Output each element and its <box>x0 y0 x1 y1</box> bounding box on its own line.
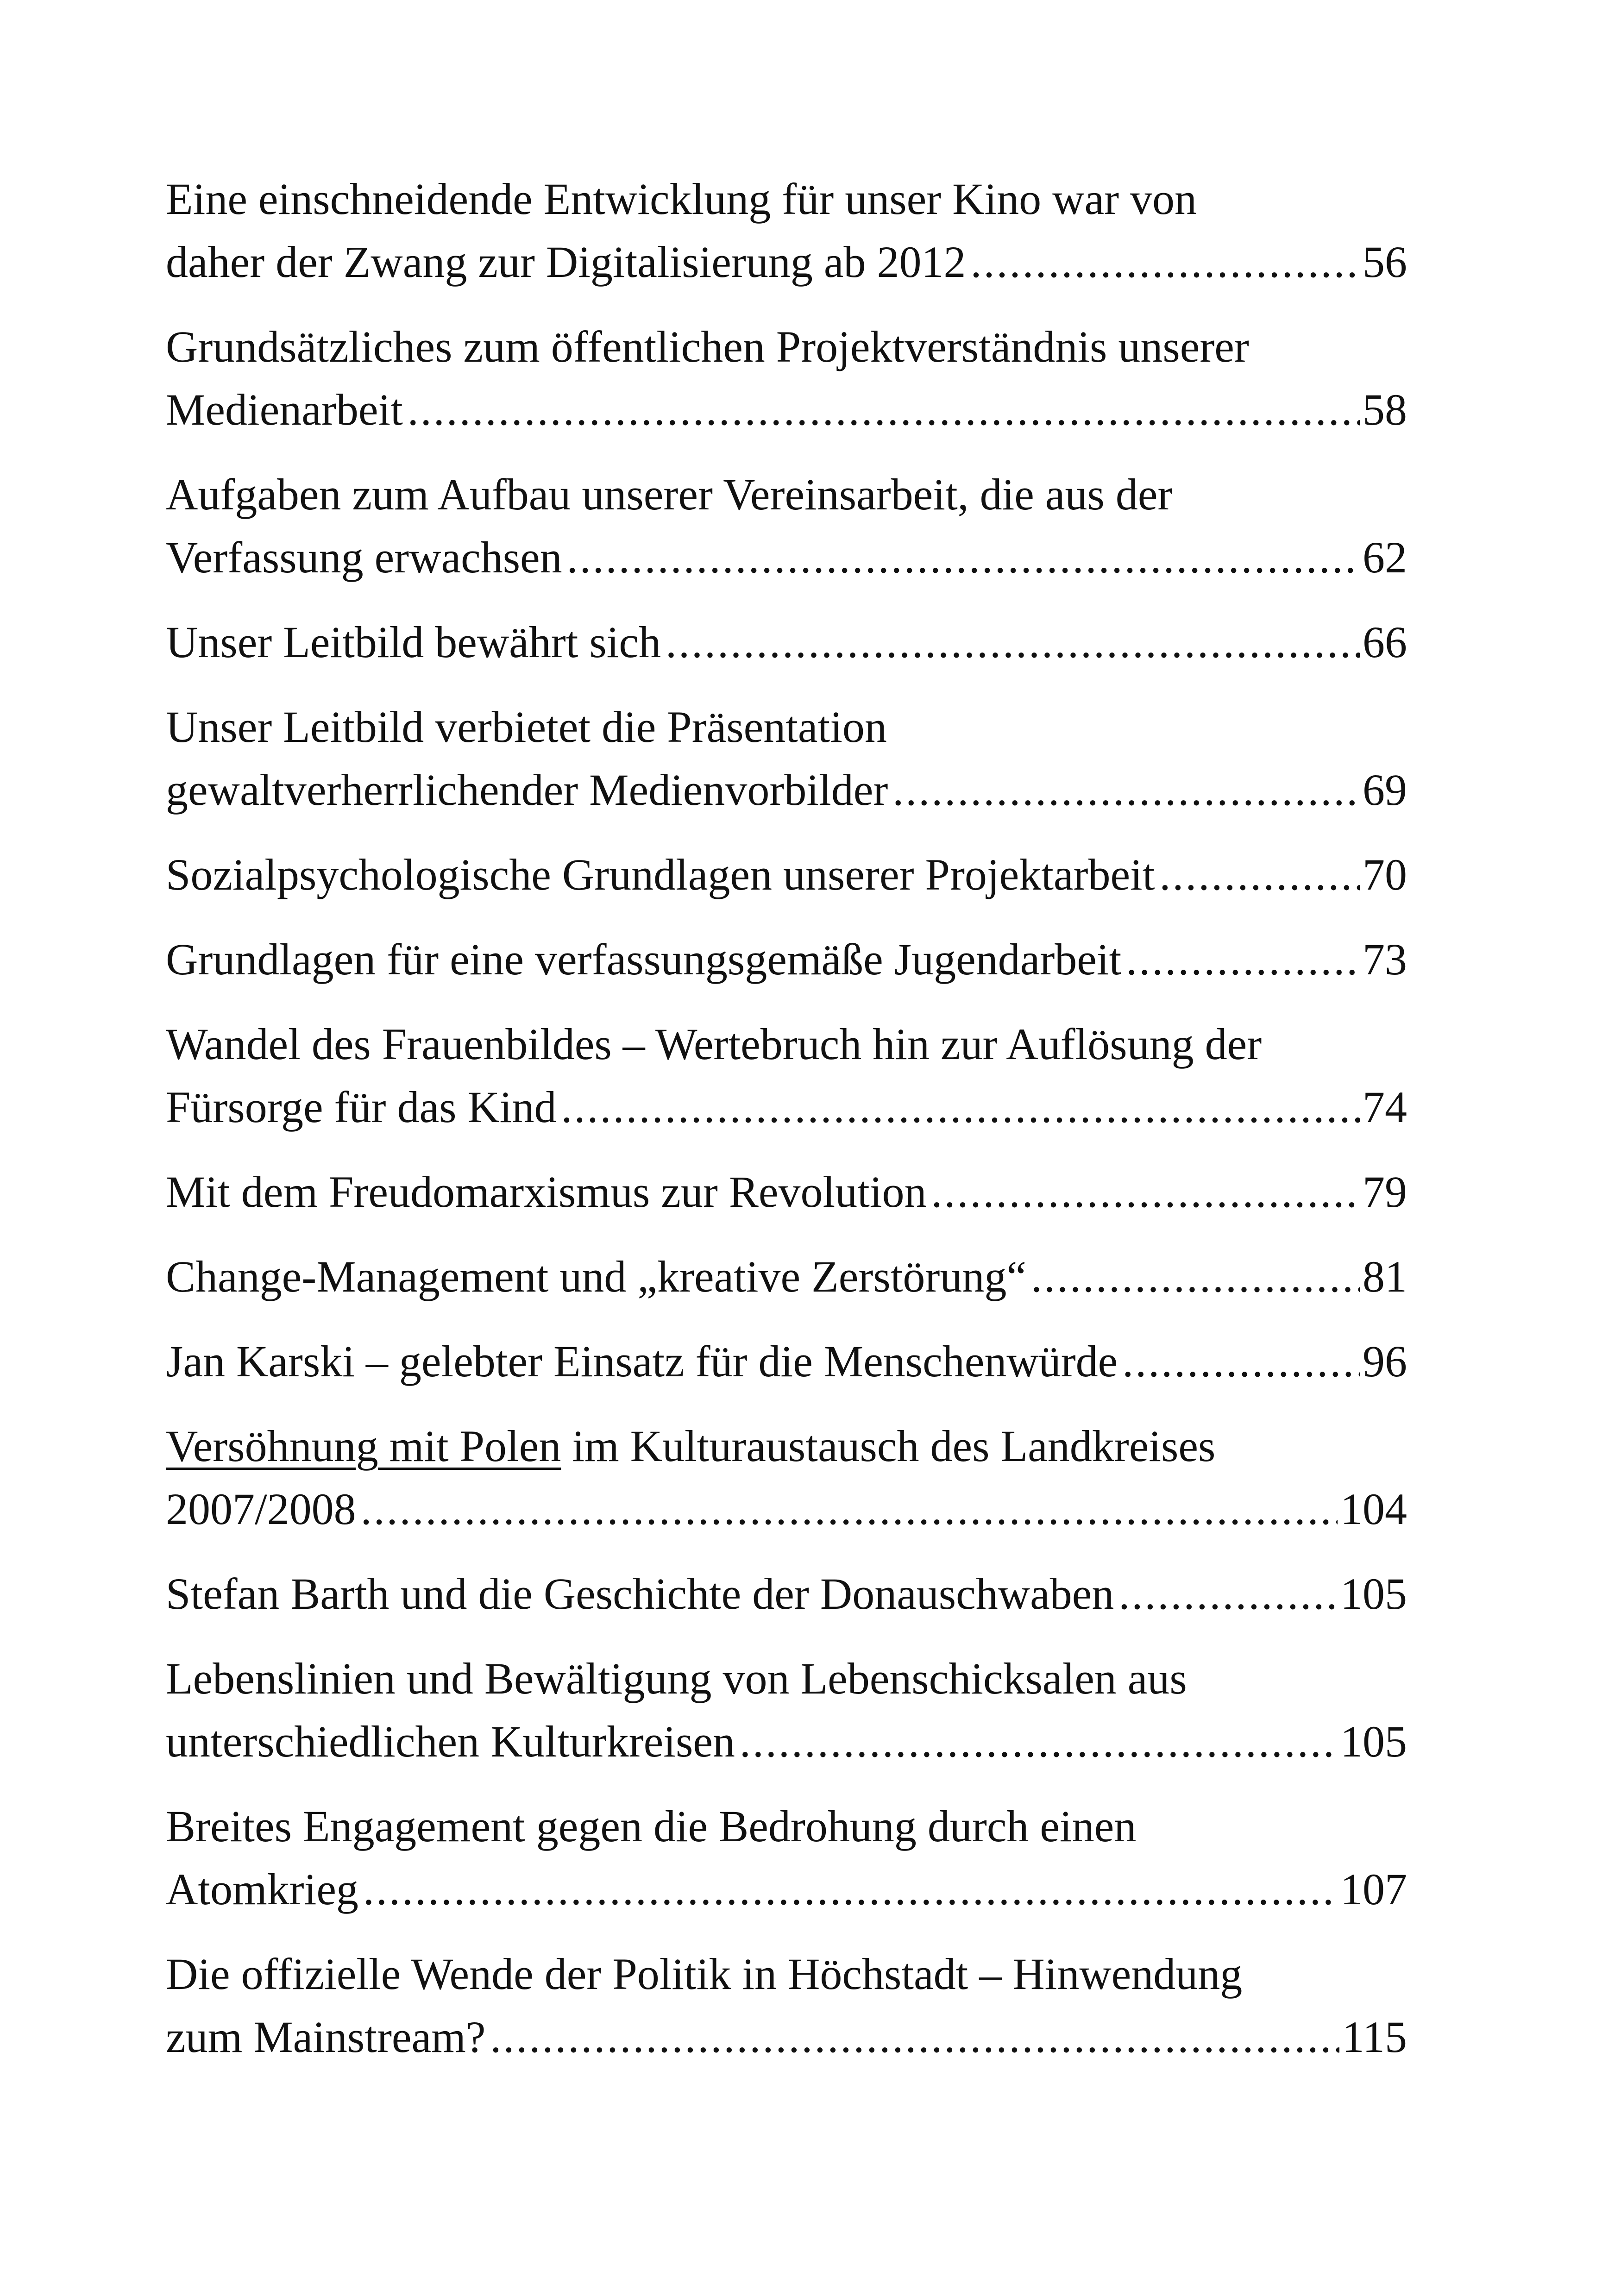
page-number: 96 <box>1363 1336 1407 1386</box>
toc-entry-last-line <box>166 1245 1407 1308</box>
dot-leader <box>666 611 1360 674</box>
toc-entry-last-line <box>166 231 1407 294</box>
toc-entry-title-line <box>166 1415 1407 1478</box>
toc-entry-title: daher der Zwang zur Digitalisierung ab 2012 <box>166 237 966 287</box>
dot-leader <box>561 1076 1360 1139</box>
toc-entry-title: Change-Management und „kreative Zerstörung“ <box>166 1252 1026 1301</box>
toc-entry <box>166 463 1407 589</box>
toc-entry-last-line <box>166 928 1407 991</box>
toc-entry-title-line: Wandel des Frauenbildes – Wertebruch hin zur Auflösung der <box>166 1019 1262 1069</box>
toc-entry <box>166 1415 1407 1541</box>
toc-entry-last-line <box>166 378 1407 441</box>
page-number: 58 <box>1363 385 1407 434</box>
toc-entry-title-line: Eine einschneidende Entwicklung für unser Kino war von <box>166 174 1197 224</box>
toc-entry-title: Jan Karski – gelebter Einsatz für die Menschenwürde <box>166 1336 1118 1386</box>
toc-entry-last-line <box>166 1710 1407 1773</box>
dot-leader <box>567 526 1360 589</box>
toc-entry-title-line: Grundsätzliches zum öffentlichen Projektverständnis unserer <box>166 322 1249 371</box>
toc-entry <box>166 928 1407 991</box>
toc-entry-title-line: Die offizielle Wende der Politik in Höchstadt – Hinwendung <box>166 1949 1243 1999</box>
toc-entry-title: 2007/2008 <box>166 1484 356 1534</box>
page-number: 107 <box>1340 1864 1407 1914</box>
toc-entry-title: Medienarbeit <box>166 385 403 434</box>
dot-leader <box>1126 928 1360 991</box>
toc-entry-title: Fürsorge für das Kind <box>166 1082 557 1132</box>
toc-entry <box>166 315 1407 441</box>
dot-leader <box>740 1710 1338 1773</box>
toc-entry <box>166 1161 1407 1223</box>
page-number: 73 <box>1363 935 1407 984</box>
toc-entry <box>166 1013 1407 1139</box>
toc-entry-title: Verfassung erwachsen <box>166 533 562 582</box>
toc-entry-title-line: Breites Engagement gegen die Bedrohung durch einen <box>166 1801 1137 1851</box>
toc-entry-title: Atomkrieg <box>166 1864 358 1914</box>
page-number: 104 <box>1340 1484 1407 1534</box>
page-number: 81 <box>1363 1252 1407 1301</box>
toc-entry-last-line <box>166 526 1407 589</box>
toc-entry <box>166 611 1407 674</box>
toc-entry-last-line <box>166 759 1407 822</box>
toc-entry-title-line: Aufgaben zum Aufbau unserer Vereinsarbeit, die aus der <box>166 470 1173 519</box>
toc-entry <box>166 1943 1407 2069</box>
toc-entry-last-line <box>166 1478 1407 1541</box>
toc-entry <box>166 1330 1407 1393</box>
toc-entry-last-line <box>166 1076 1407 1139</box>
dot-leader <box>490 2006 1339 2069</box>
dot-leader <box>1159 843 1360 906</box>
toc-entry-title: Grundlagen für eine verfassungsgemäße Jugendarbeit <box>166 935 1122 984</box>
toc-entry <box>166 1795 1407 1921</box>
toc-entry-last-line <box>166 1161 1407 1223</box>
toc-entry-title: unterschiedlichen Kulturkreisen <box>166 1717 735 1766</box>
dot-leader <box>1031 1245 1360 1308</box>
page-number: 115 <box>1342 2012 1407 2062</box>
page-number: 62 <box>1363 533 1407 582</box>
toc-entry-last-line <box>166 843 1407 906</box>
toc-entry-last-line <box>166 1562 1407 1625</box>
toc-entry <box>166 696 1407 822</box>
dot-leader <box>363 1858 1338 1921</box>
page-number: 79 <box>1363 1167 1407 1217</box>
dot-leader <box>361 1478 1338 1541</box>
dot-leader <box>1122 1330 1360 1393</box>
page-number: 56 <box>1363 237 1407 287</box>
page-number: 66 <box>1363 617 1407 667</box>
dot-leader <box>931 1161 1360 1223</box>
table-of-contents <box>166 168 1407 2090</box>
toc-entry-title: Unser Leitbild bewährt sich <box>166 617 661 667</box>
toc-entry-title: gewaltverherrlichender Medienvorbilder <box>166 765 888 815</box>
toc-entry-title: zum Mainstream? <box>166 2012 486 2062</box>
title-remainder: im Kulturaustausch des Landkreises <box>561 1421 1216 1471</box>
page-number: 105 <box>1340 1717 1407 1766</box>
toc-entry <box>166 843 1407 906</box>
dot-leader <box>970 231 1360 294</box>
toc-entry-last-line <box>166 1858 1407 1921</box>
dot-leader <box>1118 1562 1338 1625</box>
toc-entry-title-line: Lebenslinien und Bewältigung von Lebenschicksalen aus <box>166 1654 1187 1703</box>
toc-entry-last-line <box>166 611 1407 674</box>
page-number: 105 <box>1340 1569 1407 1618</box>
toc-entry-last-line <box>166 1330 1407 1393</box>
dot-leader <box>892 759 1360 822</box>
underlined-title-part: Versöhnung mit Polen <box>166 1421 561 1471</box>
page-number: 70 <box>1363 850 1407 899</box>
page-number: 69 <box>1363 765 1407 815</box>
toc-entry <box>166 1562 1407 1625</box>
toc-entry-title: Stefan Barth und die Geschichte der Donauschwaben <box>166 1569 1114 1618</box>
toc-entry-last-line <box>166 2006 1407 2069</box>
toc-entry <box>166 1647 1407 1773</box>
toc-entry <box>166 1245 1407 1308</box>
page-number: 74 <box>1363 1082 1407 1132</box>
dot-leader <box>408 378 1360 441</box>
toc-entry-title-line: Unser Leitbild verbietet die Präsentation <box>166 702 887 752</box>
toc-entry <box>166 168 1407 294</box>
toc-entry-title: Mit dem Freudomarxismus zur Revolution <box>166 1167 927 1217</box>
toc-entry-title: Sozialpsychologische Grundlagen unserer Projektarbeit <box>166 850 1155 899</box>
